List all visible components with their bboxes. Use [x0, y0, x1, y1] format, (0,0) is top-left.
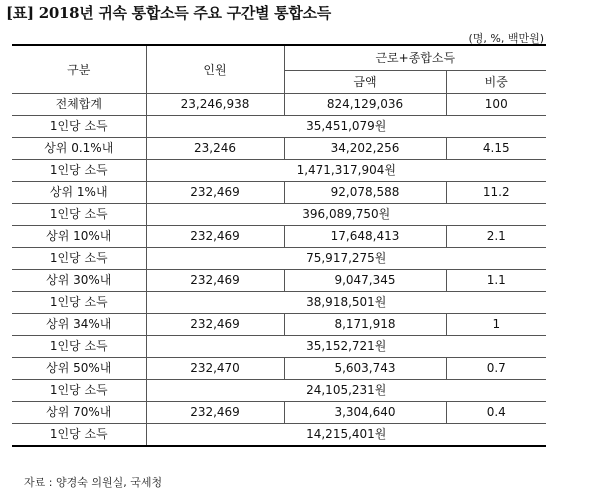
per-capita-row — [12, 248, 546, 270]
row-label: 상위 70%내 — [12, 402, 146, 424]
row-share: 2.1 — [446, 226, 546, 248]
per-capita-row — [12, 160, 546, 182]
per-capita-row — [12, 336, 546, 358]
per-capita-row — [12, 424, 546, 447]
row-label: 상위 34%내 — [12, 314, 146, 336]
table-row — [12, 270, 546, 292]
per-capita-label: 1인당 소득 — [12, 424, 146, 447]
per-capita-value: 38,918,501원 — [146, 292, 546, 314]
row-share: 100 — [446, 94, 546, 116]
table-body — [12, 94, 546, 447]
row-persons: 232,470 — [146, 358, 284, 380]
per-capita-row — [12, 116, 546, 138]
header-share: 비중 — [446, 71, 546, 94]
row-label: 상위 10%내 — [12, 226, 146, 248]
table-row — [12, 402, 546, 424]
header-amount: 금액 — [284, 71, 446, 94]
per-capita-label: 1인당 소득 — [12, 116, 146, 138]
per-capita-row — [12, 380, 546, 402]
row-label: 전체합계 — [12, 94, 146, 116]
row-share: 0.7 — [446, 358, 546, 380]
table-row — [12, 226, 546, 248]
row-persons: 232,469 — [146, 402, 284, 424]
row-label: 상위 1%내 — [12, 182, 146, 204]
row-label: 상위 0.1%내 — [12, 138, 146, 160]
table-row — [12, 182, 546, 204]
per-capita-label: 1인당 소득 — [12, 292, 146, 314]
per-capita-value: 14,215,401원 — [146, 424, 546, 447]
row-persons: 23,246 — [146, 138, 284, 160]
row-amount: 5,603,743 — [284, 358, 446, 380]
row-amount: 3,304,640 — [284, 402, 446, 424]
row-share: 11.2 — [446, 182, 546, 204]
income-table — [12, 44, 546, 447]
row-amount: 92,078,588 — [284, 182, 446, 204]
header-income-group: 근로+종합소득 — [284, 45, 546, 71]
row-share: 4.15 — [446, 138, 546, 160]
per-capita-label: 1인당 소득 — [12, 380, 146, 402]
row-share: 1.1 — [446, 270, 546, 292]
per-capita-value: 75,917,275원 — [146, 248, 546, 270]
per-capita-label: 1인당 소득 — [12, 336, 146, 358]
row-amount: 9,047,345 — [284, 270, 446, 292]
row-share: 0.4 — [446, 402, 546, 424]
row-amount: 17,648,413 — [284, 226, 446, 248]
row-share: 1 — [446, 314, 546, 336]
row-label: 상위 30%내 — [12, 270, 146, 292]
per-capita-value: 24,105,231원 — [146, 380, 546, 402]
source-note: 자료 : 양경숙 의원실, 국세청 — [24, 476, 163, 489]
table-title: [표] 2018년 귀속 통합소득 주요 구간별 통합소득 — [6, 4, 331, 22]
per-capita-value: 1,471,317,904원 — [146, 160, 546, 182]
row-amount: 824,129,036 — [284, 94, 446, 116]
table-row — [12, 138, 546, 160]
row-label: 상위 50%내 — [12, 358, 146, 380]
table-row — [12, 358, 546, 380]
per-capita-label: 1인당 소득 — [12, 160, 146, 182]
per-capita-value: 35,451,079원 — [146, 116, 546, 138]
row-amount: 34,202,256 — [284, 138, 446, 160]
table-row — [12, 314, 546, 336]
header-persons: 인원 — [146, 45, 284, 94]
per-capita-label: 1인당 소득 — [12, 204, 146, 226]
unit-note: (명, %, 백만원) — [468, 32, 544, 45]
row-persons: 232,469 — [146, 182, 284, 204]
row-amount: 8,171,918 — [284, 314, 446, 336]
row-persons: 232,469 — [146, 226, 284, 248]
per-capita-value: 396,089,750원 — [146, 204, 546, 226]
per-capita-row — [12, 204, 546, 226]
per-capita-label: 1인당 소득 — [12, 248, 146, 270]
per-capita-row — [12, 292, 546, 314]
row-persons: 232,469 — [146, 270, 284, 292]
per-capita-value: 35,152,721원 — [146, 336, 546, 358]
header-category: 구분 — [12, 45, 146, 94]
table-row — [12, 94, 546, 116]
row-persons: 23,246,938 — [146, 94, 284, 116]
row-persons: 232,469 — [146, 314, 284, 336]
